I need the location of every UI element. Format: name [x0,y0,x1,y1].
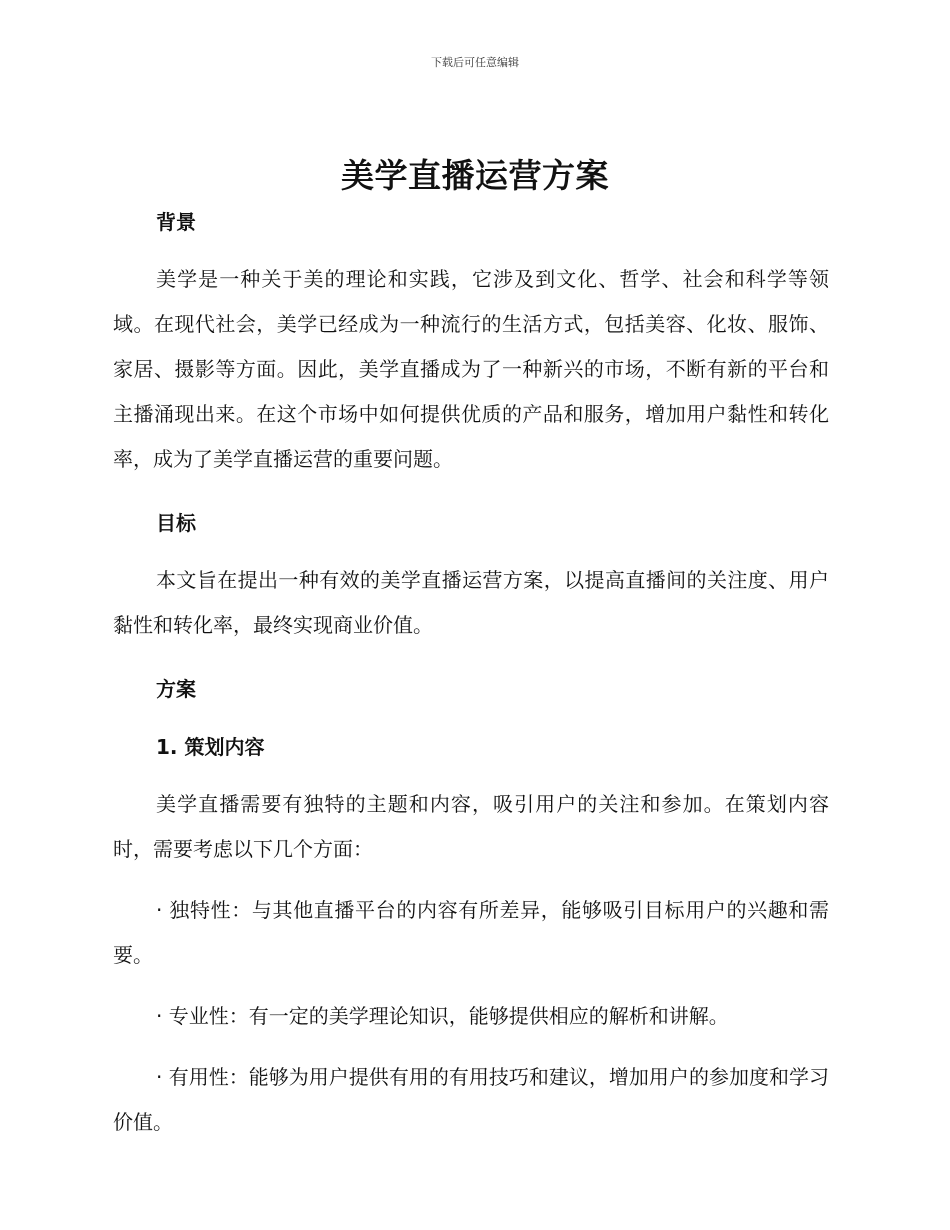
paragraph-goal: 本文旨在提出一种有效的美学直播运营方案，以提高直播间的关注度、用户黏性和转化率，最终实现商业价值。 [113,568,829,637]
section-heading-plan: 方案 [156,677,196,701]
header-note: 下载后可任意编辑 [431,56,519,69]
section-heading-background: 背景 [156,210,196,234]
paragraph-background: 美学是一种关于美的理论和实践，它涉及到文化、哲学、社会和科学等领域。在现代社会，美学已经成为一种流行的生活方式，包括美容、化妆、服饰、家居、摄影等方面。因此，美学直播成为了一种新兴的市场，不断有新的平台和主播涌现出来。在这个市场中如何提供优质的产品和服务，增加用户黏性和转化率，成为了美学直播运营的重要问题。 [113,267,829,471]
document-body [113,205,829,1145]
list-item-usefulness: · 有用性：能够为用户提供有用的有用技巧和建议，增加用户的参加度和学习价值。 [113,1065,829,1134]
list-item-uniqueness: · 独特性：与其他直播平台的内容有所差异，能够吸引目标用户的兴趣和需要。 [113,898,829,967]
section-heading-goal: 目标 [156,511,196,535]
document-title: 美学直播运营方案 [341,156,609,195]
subsection-heading-content-planning: 1. 策划内容 [156,735,265,759]
paragraph-content-planning: 美学直播需要有独特的主题和内容，吸引用户的关注和参加。在策划内容时，需要考虑以下几个方面： [113,792,829,861]
list-item-professionalism: · 专业性：有一定的美学理论知识，能够提供相应的解析和讲解。 [156,1004,729,1028]
